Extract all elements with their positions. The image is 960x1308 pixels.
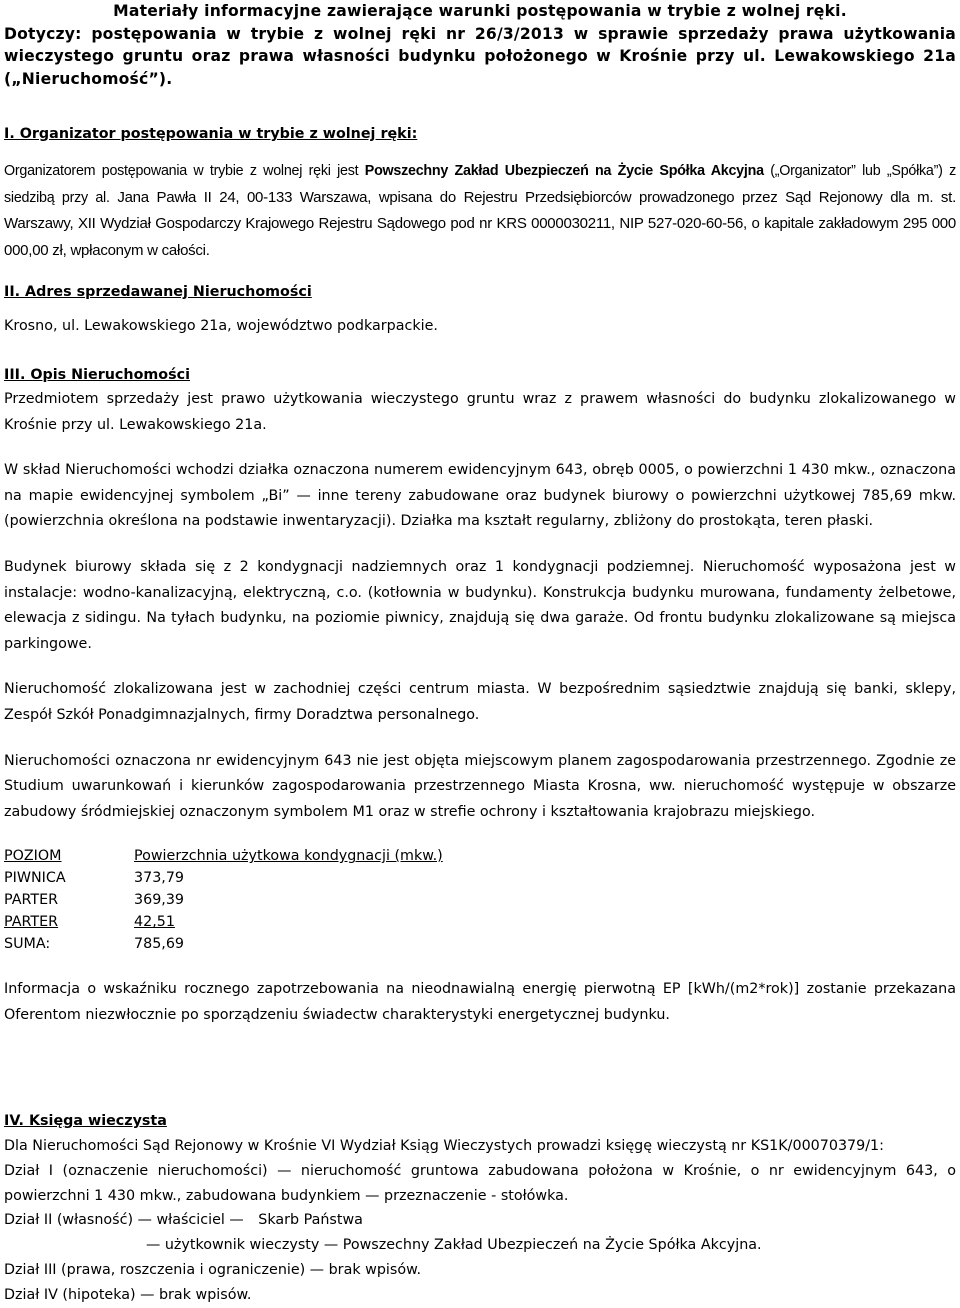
area-table-sum-row bbox=[4, 933, 443, 955]
section-description bbox=[4, 364, 956, 1029]
area-table-col-level: POZIOM bbox=[4, 848, 62, 865]
land-register-line-6: Dział IV (hipoteka) — brak wpisów. bbox=[4, 1286, 252, 1303]
area-level: PARTER bbox=[4, 892, 59, 909]
organizer-company-name: Powszechny Zakład Ubezpieczeń na Życie Spółka Akcyjna bbox=[364, 163, 764, 179]
land-register-line-2: Dział I (oznaczenie nieruchomości) — nieruchomość gruntowa zabudowana położona w Krośnie, o nr ewidencyjnym 643, o powierzchni 1 430 mkw., zabudowana budynkiem — przeznaczenie - stołówka. bbox=[4, 1162, 956, 1204]
land-register-line-3 bbox=[4, 1208, 956, 1233]
table-row bbox=[4, 911, 443, 933]
document-header bbox=[4, 0, 956, 90]
organizer-text-a: Organizatorem postępowania w trybie z wolnej ręki jest bbox=[4, 163, 365, 179]
area-table-header bbox=[4, 845, 443, 867]
table-row bbox=[4, 867, 443, 889]
area-sum-label: SUMA: bbox=[4, 936, 51, 953]
description-paragraph-5: Nieruchomości oznaczona nr ewidencyjnym 643 nie jest objęta miejscowym planem zagospodarowania przestrzennego. Zgodnie ze Studium uwarunkowań i kierunków zagospodarowania przestrzennego Miasta Krosna, ww. nieruchomość występuje w obszarze zabudowy śródmiejskiej oznaczonym symbolem M1 oraz w strefie ochrony i kształtowania krajobrazu miejskiego. bbox=[4, 752, 956, 820]
land-register-line-1: Dla Nieruchomości Sąd Rejonowy w Krośnie VI Wydział Ksiąg Wieczystych prowadzi księgę wieczystą nr KS1K/00070379/1: bbox=[4, 1138, 884, 1154]
area-sum-value: 785,69 bbox=[134, 936, 185, 953]
section-address-text: Krosno, ul. Lewakowskiego 21a, województwo podkarpackie. bbox=[4, 318, 438, 334]
section-description-title: III. Opis Nieruchomości bbox=[4, 367, 191, 383]
table-row bbox=[4, 889, 443, 911]
land-register-line-4: — użytkownik wieczysty — Powszechny Zakład Ubezpieczeń na Życie Spółka Akcyjna. bbox=[146, 1237, 762, 1254]
description-paragraph-4: Nieruchomość zlokalizowana jest w zachodniej części centrum miasta. W bezpośrednim sąsiedztwie znajdują się banki, sklepy, Zespół Szkół Ponadgimnazjalnych, firmy Doradztwa personalnego. bbox=[4, 681, 956, 723]
section-land-register-title: IV. Księga wieczysta bbox=[4, 1113, 167, 1129]
description-paragraph-3: Budynek biurowy składa się z 2 kondygnacji nadziemnych oraz 1 kondygnacji podziemnej. Nieruchomość wyposażona jest w instalacje: wodno-kanalizacyjną, elektryczną, c.o. (kotłownia w budynku). Konstrukcja budynku murowana, fundamenty żelbetowe, elewacja z sidingu. Na tyłach budynku, na poziomie piwnicy, znajdują się dwa garaże. Od frontu budynku zlokalizowane są miejsca parkingowe. bbox=[4, 558, 956, 652]
description-paragraph-2: W skład Nieruchomości wchodzi działka oznaczona numerem ewidencyjnym 643, obręb 0005, o powierzchni 1 430 mkw., oznaczona na mapie ewidencyjnej symbolem „Bi” — inne tereny zabudowane oraz budynek biurowy o powierzchni użytkowej 785,69 mkw. (powierzchnia określona na podstawie inwentaryzacji). Działka ma kształt regularny, zbliżony do prostokąta, teren płaski. bbox=[4, 462, 956, 530]
section-organizer-text bbox=[4, 159, 956, 264]
section-address bbox=[4, 281, 956, 339]
area-table-col-area: Powierzchnia użytkowa kondygnacji (mkw.) bbox=[134, 848, 443, 865]
organizer-text-b: („Organizator” lub „Spółka”) z siedzibą przy al. bbox=[4, 163, 956, 206]
header-title: Materiały informacyjne zawierające warunki postępowania w trybie z wolnej ręki. bbox=[113, 2, 847, 20]
area-level: PIWNICA bbox=[4, 870, 66, 887]
section-land-register bbox=[4, 1110, 956, 1308]
header-subject: Dotyczy: postępowania w trybie z wolnej ręki nr 26/3/2013 w sprawie sprzedaży prawa użytkowania wieczystego gruntu oraz prawa własności budynku położonego w Krośnie przy ul. Lewakowskiego 21a („Nieruchomość”). bbox=[4, 24, 956, 88]
organizer-text-d: Warszawy, XII Wydział Gospodarczy Krajowego Rejestru Sądowego pod nr KRS 0000030211, NIP 527-020-60-56, o kapitale zakładowym 295 000 000,00 zł, wpłaconym w całości. bbox=[4, 215, 956, 259]
area-value: 373,79 bbox=[134, 870, 185, 887]
area-value: 42,51 bbox=[134, 914, 175, 931]
area-table bbox=[4, 845, 443, 955]
section-address-title: II. Adres sprzedawanej Nieruchomości bbox=[4, 284, 312, 300]
organizer-text-c: Jana Pawła II 24, 00-133 Warszawa, wpisana do Rejestru Przedsiębiorców prowadzonego przez Sąd Rejonowy dla m. st. bbox=[109, 188, 956, 206]
area-value: 369,39 bbox=[134, 892, 185, 909]
land-register-owner: Skarb Państwa bbox=[258, 1212, 363, 1229]
land-register-owner-label: Dział II (własność) — właściciel — bbox=[4, 1212, 249, 1229]
description-paragraph-1: Przedmiotem sprzedaży jest prawo użytkowania wieczystego gruntu wraz z prawem własności do budynku zlokalizowanego w Krośnie przy ul. Lewakowskiego 21a. bbox=[4, 391, 956, 433]
section-organizer bbox=[4, 123, 956, 264]
area-level: PARTER bbox=[4, 914, 59, 931]
section-organizer-title: I. Organizator postępowania w trybie z wolnej ręki: bbox=[4, 126, 418, 142]
description-paragraph-6: Informacja o wskaźniku rocznego zapotrzebowania na nieodnawialną energię pierwotną EP [kWh/(m2*rok)] zostanie przekazana Oferentom niezwłocznie po sporządzeniu świadectw charakterystyki energetycznej budynku. bbox=[4, 981, 956, 1023]
land-register-line-5: Dział III (prawa, roszczenia i ograniczenie) — brak wpisów. bbox=[4, 1261, 422, 1278]
